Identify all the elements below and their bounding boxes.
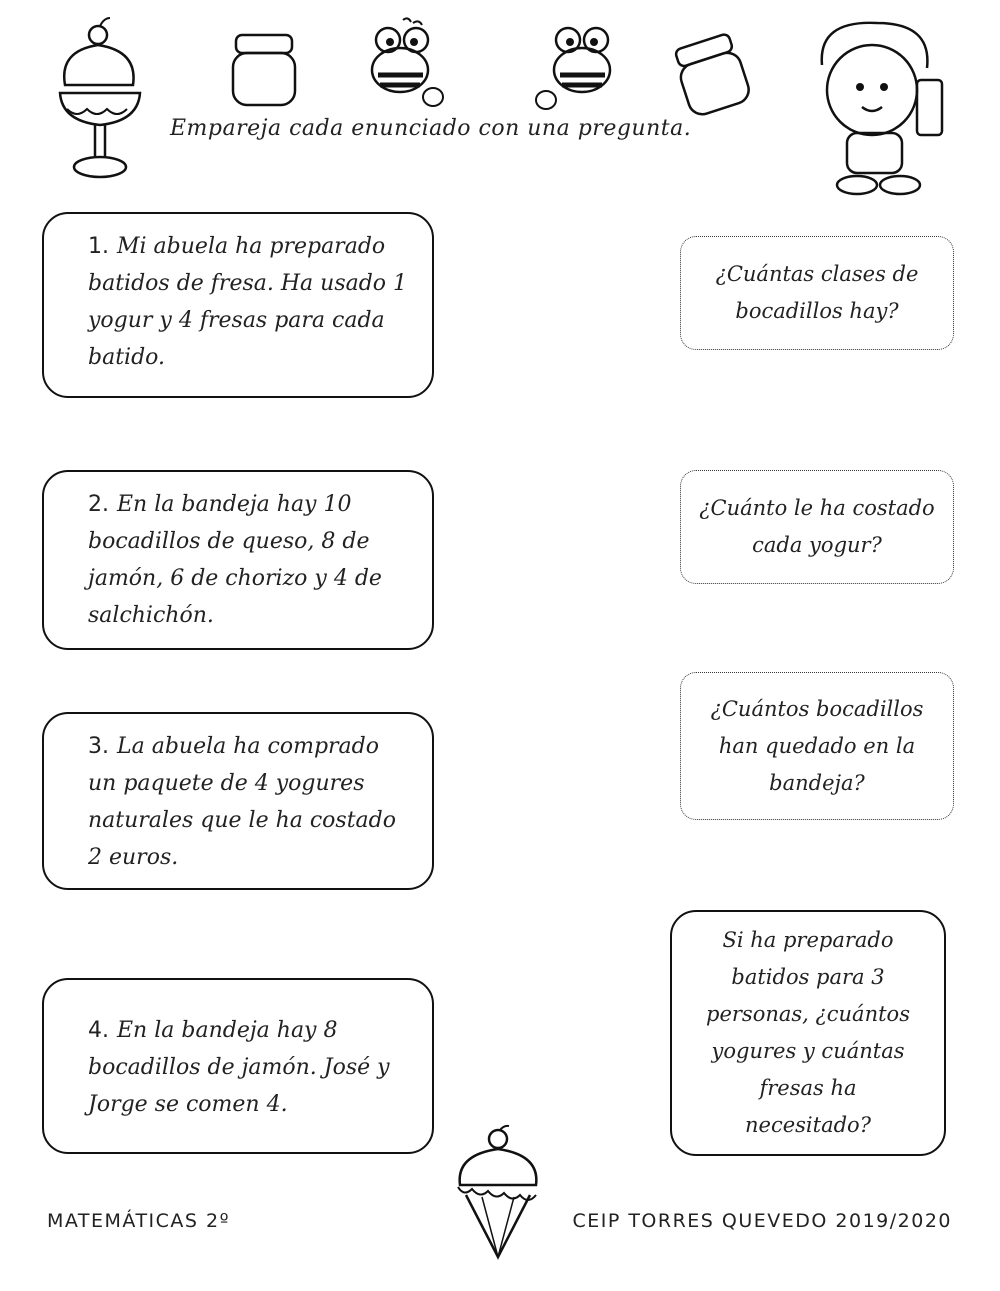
footer-subject: MATEMÁTICAS 2º — [47, 1210, 231, 1232]
footer-school: CEIP TORRES QUEVEDO 2019/2020 — [572, 1210, 952, 1232]
statement-card-4 — [42, 978, 434, 1154]
question-text: ¿Cuánto le ha costado cada yogur? — [699, 496, 935, 557]
statement-text: La abuela ha comprado un paquete de 4 yogures naturales que le ha costado 2 euros. — [88, 734, 396, 870]
tilted-jar-icon — [672, 30, 752, 120]
question-text: Si ha preparado batidos para 3 personas, ¿cuántos yogures y cuántas fresas ha necesitado? — [706, 928, 910, 1137]
statement-number: 3. — [88, 734, 109, 759]
statement-number: 4. — [88, 1018, 109, 1043]
statement-number: 1. — [88, 234, 109, 259]
statement-card-3 — [42, 712, 434, 890]
ice-cream-cone-icon — [452, 1125, 547, 1267]
statement-card-2 — [42, 470, 434, 650]
statement-text: En la bandeja hay 10 bocadillos de queso, 8 de jamón, 6 de chorizo y 4 de salchichón. — [88, 492, 382, 628]
question-text: ¿Cuántas clases de bocadillos hay? — [715, 262, 919, 323]
bee-with-honey-icon — [530, 15, 625, 110]
instruction-text: Empareja cada enunciado con una pregunta. — [170, 116, 692, 141]
statement-number: 2. — [88, 492, 109, 517]
bee-icon — [358, 15, 453, 110]
question-card-4[interactable] — [670, 910, 946, 1156]
statement-text: En la bandeja hay 8 bocadillos de jamón. José y Jorge se comen 4. — [88, 1018, 390, 1117]
question-card-1[interactable] — [680, 236, 954, 350]
question-card-3[interactable] — [680, 672, 954, 820]
question-text: ¿Cuántos bocadillos han quedado en la bandeja? — [710, 696, 924, 795]
boy-with-drink-icon — [812, 15, 952, 200]
statement-text: Mi abuela ha preparado batidos de fresa. Ha usado 1 yogur y 4 fresas para cada batido. — [88, 234, 408, 370]
ice-cream-sundae-icon — [55, 15, 150, 190]
question-card-2[interactable] — [680, 470, 954, 584]
jar-icon — [228, 25, 300, 110]
statement-card-1 — [42, 212, 434, 398]
